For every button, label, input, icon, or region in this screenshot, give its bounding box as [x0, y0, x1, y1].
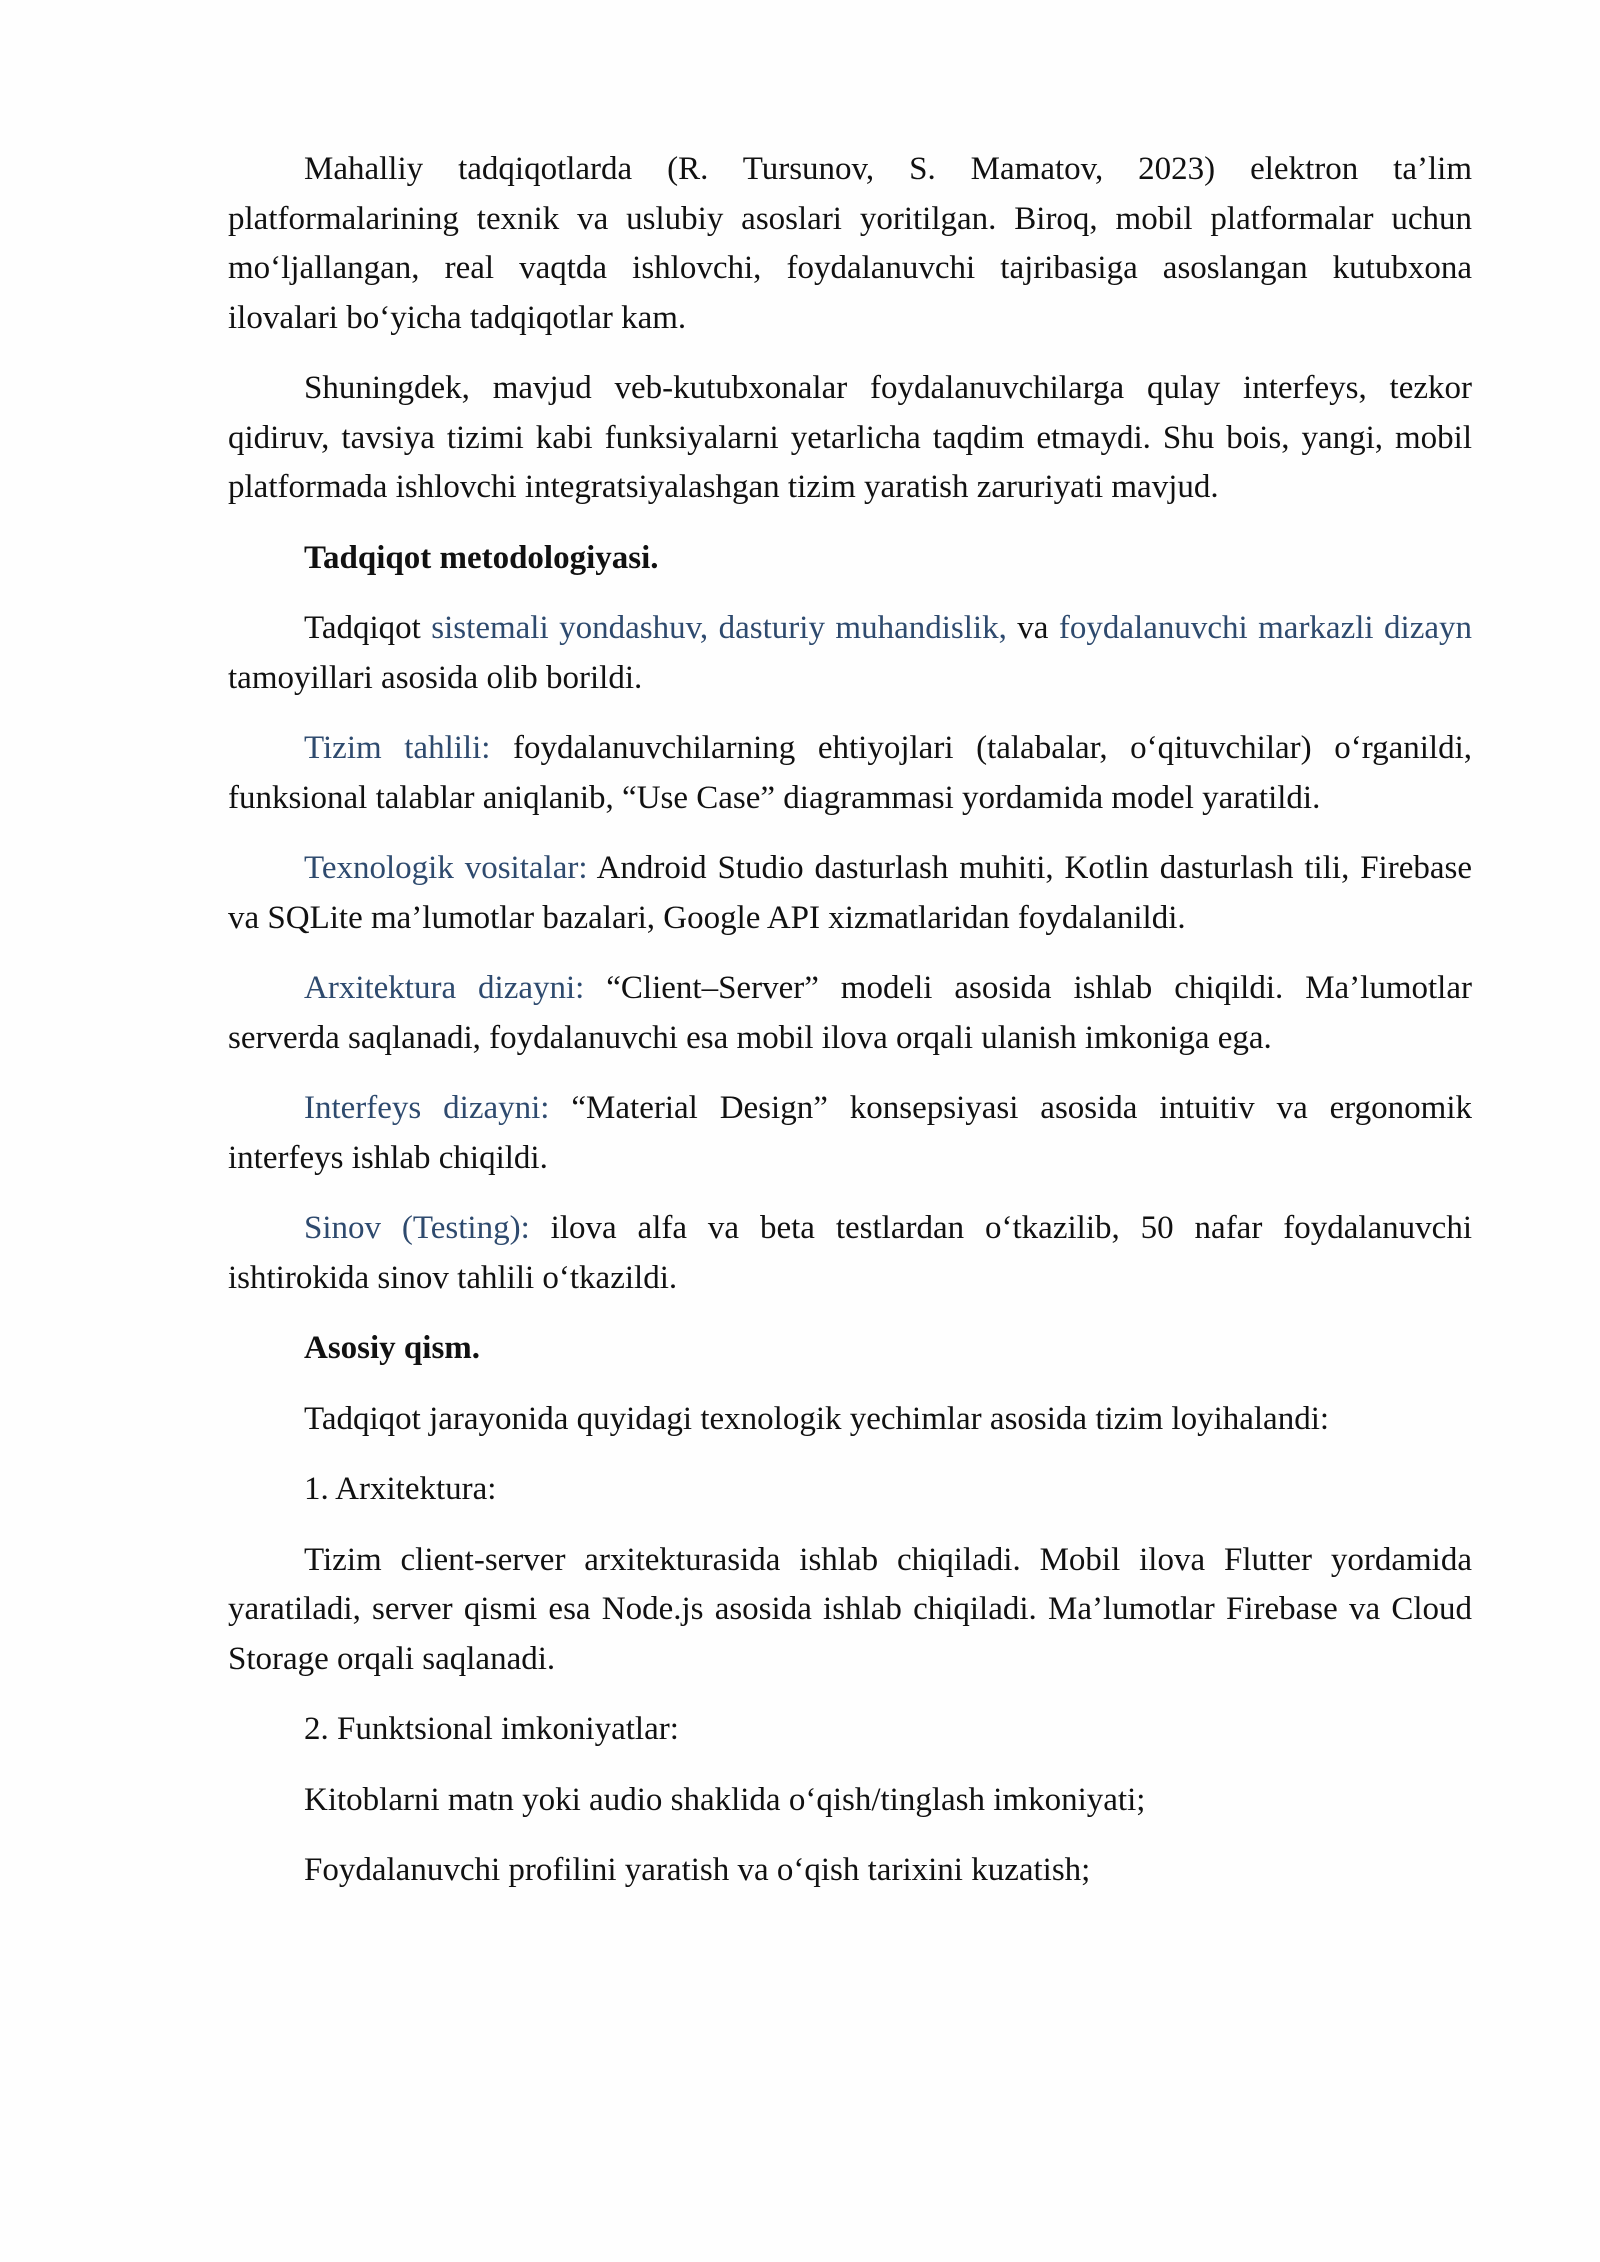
- paragraph-existing-libraries: Shuningdek, mavjud veb-kutubxonalar foydalanuvchilarga qulay interfeys, tezkor qidiruv, tavsiya tizimi kabi funksiyalarni yetarlicha taqdim etmaydi. Shu bois, yangi, mobil platformada ishlovchi integratsiyalashgan tizim yaratish zaruriyati mavjud.: [228, 370, 1472, 505]
- paragraph-tools: [228, 844, 1472, 943]
- text-testing: ilova alfa va beta testlardan o‘tkazilib, 50 nafar foydalanuvchi ishtirokida sinov tahlili o‘tkazildi.: [228, 1210, 1472, 1296]
- text-architecture-design: “Client–Server” modeli asosida ishlab chiqildi. Ma’lumotlar serverda saqlanadi, foydalanuvchi esa mobil ilova orqali ulanish imkoniga ega.: [228, 970, 1472, 1056]
- text-run: Tadqiqot: [304, 610, 432, 646]
- list-heading-architecture: 1. Arxitektura:: [304, 1471, 497, 1507]
- text-interface-design: “Material Design” konsepsiyasi asosida intuitiv va ergonomik interfeys ishlab chiqildi.: [228, 1090, 1473, 1176]
- highlight-approaches: sistemali yondashuv, dasturiy muhandislik,: [431, 610, 1007, 646]
- list-heading-features: 2. Funktsional imkoniyatlar:: [304, 1711, 679, 1747]
- heading-main-part: Asosiy qism.: [304, 1330, 481, 1366]
- label-testing: Sinov (Testing):: [304, 1210, 530, 1246]
- text-tools: Android Studio dasturlash muhiti, Kotlin dasturlash tili, Firebase va SQLite ma’lumotlar bazalari, Google API xizmatlaridan foydalanildi.: [228, 850, 1472, 936]
- label-interface-design: Interfeys dizayni:: [304, 1090, 550, 1126]
- paragraph-methodology-intro: [228, 604, 1472, 703]
- text-system-analysis: foydalanuvchilarning ehtiyojlari (talabalar, o‘qituvchilar) o‘rganildi, funksional talablar aniqlanib, “Use Case” diagrammasi yordamida model yaratildi.: [228, 730, 1473, 816]
- paragraph-architecture-design: [228, 964, 1472, 1063]
- paragraph-system-analysis: [228, 724, 1472, 823]
- label-architecture-design: Arxitektura dizayni:: [304, 970, 585, 1006]
- label-tools: Texnologik vositalar:: [304, 850, 588, 886]
- paragraph-main-intro: Tadqiqot jarayonida quyidagi texnologik yechimlar asosida tizim loyihalandi:: [304, 1400, 1330, 1437]
- list-item: Foydalanuvchi profilini yaratish va o‘qish tarixini kuzatish;: [304, 1852, 1091, 1888]
- heading-methodology: Tadqiqot metodologiyasi.: [304, 539, 659, 576]
- paragraph-architecture: Tizim client-server arxitekturasida ishlab chiqiladi. Mobil ilova Flutter yordamida yaratiladi, server qismi esa Node.js asosida ishlab chiqiladi. Ma’lumotlar Firebase va Cloud Storage orqali saqlanadi.: [228, 1541, 1472, 1677]
- list-item: Kitoblarni matn yoki audio shaklida o‘qish/tinglash imkoniyati;: [304, 1781, 1146, 1818]
- text-run: tamoyillari asosida olib borildi.: [228, 659, 643, 696]
- paragraph-interface-design: [228, 1084, 1472, 1183]
- label-system-analysis: Tizim tahlili:: [304, 730, 491, 766]
- highlight-ucd: foydalanuvchi markazli dizayn: [1058, 610, 1472, 646]
- paragraph-testing: [228, 1204, 1472, 1303]
- paragraph-local-research: Mahalliy tadqiqotlarda (R. Tursunov, S. Mamatov, 2023) elektron ta’lim platformalarining texnik va uslubiy asoslari yoritilgan. Biroq, mobil platformalar uchun mo‘ljallangan, real vaqtda ishlovchi, foydalanuvchi tajribasiga asoslangan kutubxona ilovalari bo‘yicha tadqiqotlar kam.: [228, 151, 1472, 336]
- text-run: va: [1006, 610, 1059, 646]
